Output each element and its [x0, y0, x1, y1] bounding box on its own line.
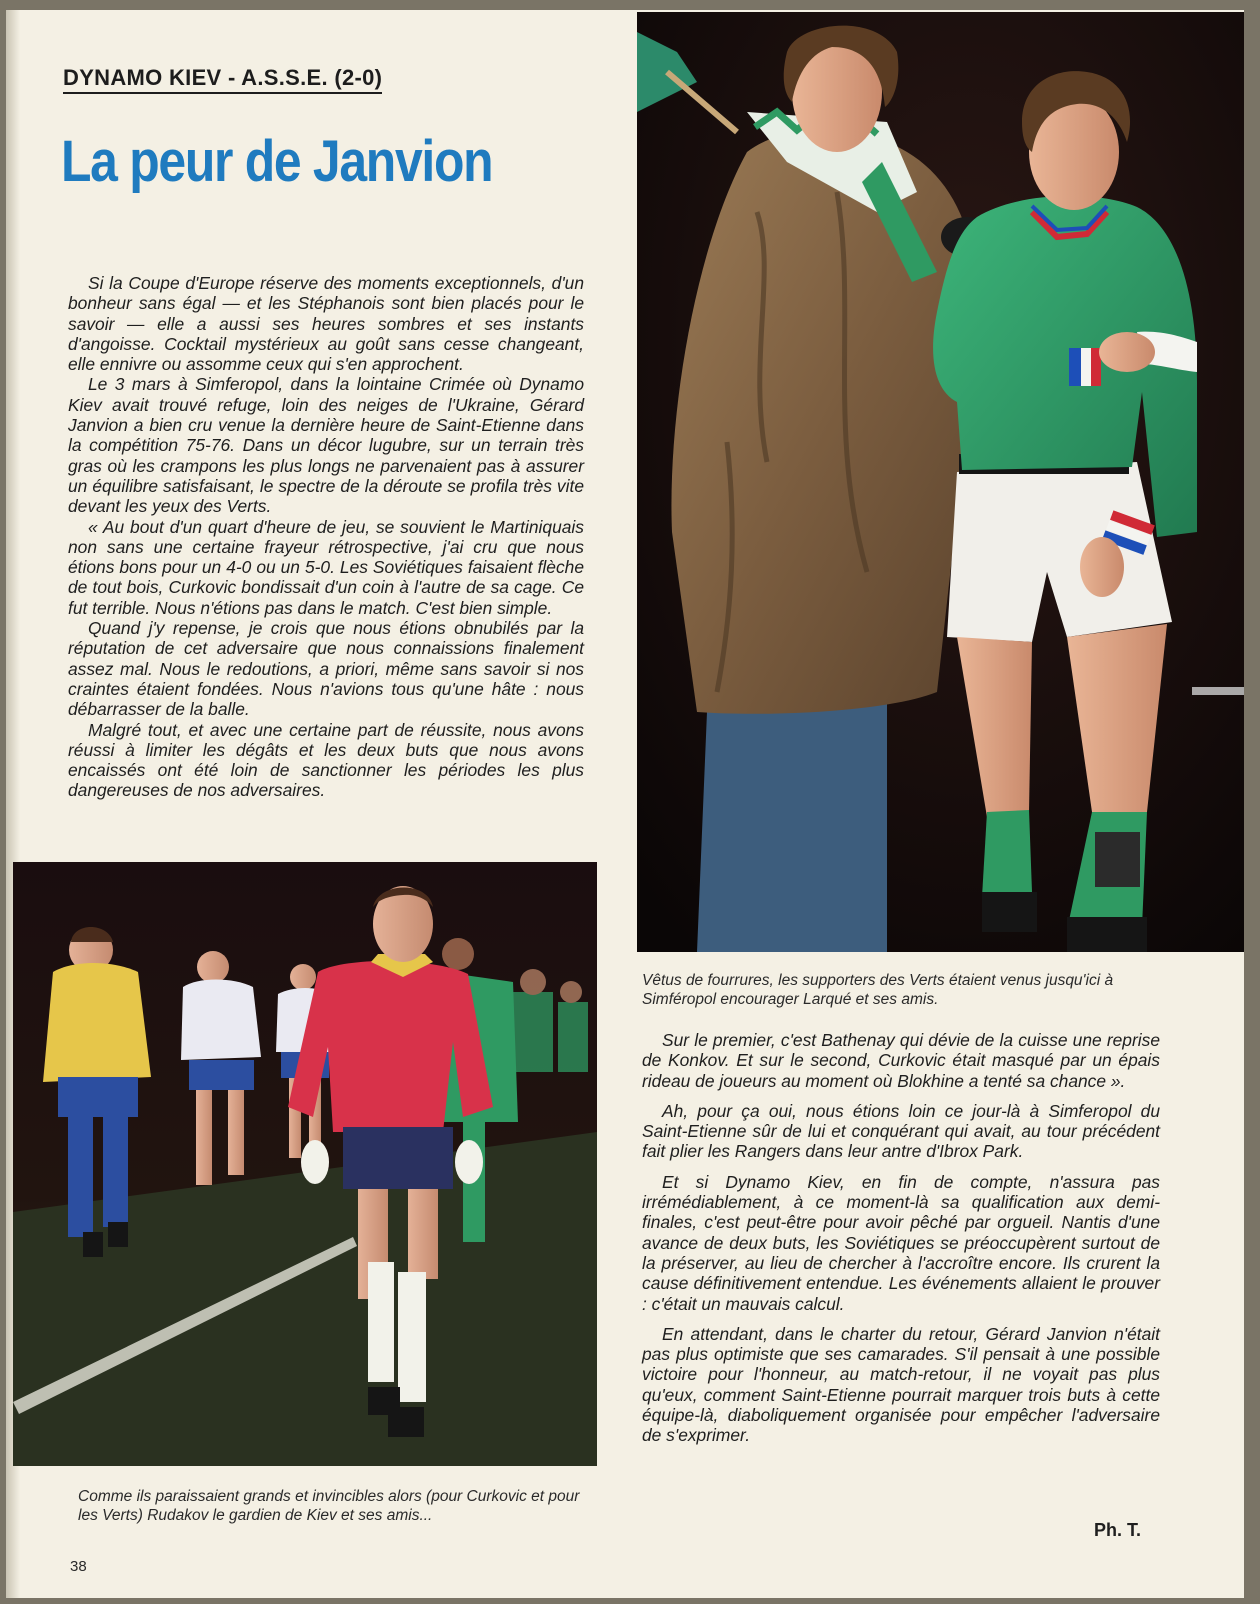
supporters-photo-illustration [637, 12, 1244, 952]
goalkeeper-photo-illustration [13, 862, 597, 1466]
paragraph: Si la Coupe d'Europe réserve des moments exceptionnels, d'un bonheur sans égal — et les Stéphanois sont bien placés pour le savoir — elle a aussi ses heures sombres et ses instants d'angoisse. Cocktail mystérieux au goût sans cesse changeant, elle ennivre ou assomme ceux qui s'en approchent. [68, 273, 584, 375]
paragraph: Sur le premier, c'est Bathenay qui dévie de la cuisse une reprise de Konkov. Et sur le second, Curkovic était masqué par un épais rideau de joueurs au moment où Blokhine a tenté sa chance ». [642, 1030, 1160, 1091]
left-text-column [68, 273, 584, 801]
magazine-page [6, 10, 1244, 1598]
paragraph: Malgré tout, et avec une certaine part de réussite, nous avons réussi à limiter les dégâts et les deux buts que nous avons encaissés ont été loin de sanctionner les périodes les plus dangereuses de nos adversaires. [68, 719, 584, 801]
match-kicker: DYNAMO KIEV - A.S.S.E. (2-0) [63, 65, 382, 94]
supporters-photo [637, 12, 1244, 952]
goalkeeper-photo-caption: Comme ils paraissaient grands et invincibles alors (pour Curkovic et pour les Verts) Rudakov le gardien de Kiev et ses amis... [78, 1488, 580, 1524]
right-text-column [642, 1030, 1160, 1456]
paragraph: En attendant, dans le charter du retour, Gérard Janvion n'était pas plus optimiste que ses camarades. S'il pensait à une possible victoire pour l'honneur, au match-retour, il ne voyait pas plus qu'eux, comment Saint-Etienne pourrait marquer trois buts à cette équipe-là, diaboliquement organisée pour empêcher l'adversaire de s'exprimer. [642, 1323, 1160, 1446]
paragraph: Le 3 mars à Simferopol, dans la lointaine Crimée où Dynamo Kiev avait trouvé refuge, loin des neiges de l'Ukraine, Gérard Janvion a bien cru venue la dernière heure de Saint-Etienne dans la compétition 75-76. Dans un décor lugubre, sur un terrain très gras où les crampons les plus longs ne parvenaient pas à assurer un équilibre satisfaisant, le spectre de la déroute se profila très vite devant les yeux des Verts. [68, 374, 584, 517]
author-signature: Ph. T. [1094, 1520, 1142, 1540]
paragraph: « Au bout d'un quart d'heure de jeu, se souvient le Martiniquais non sans une certaine frayeur rétrospective, j'ai cru que nous étions bons pour un 4-0 ou un 5-0. Les Soviétiques faisaient flèche de tout bois, Curkovic bondissait d'un coin à l'autre de sa cage. Ce fut terrible. Nous n'étions pas dans le match. C'est bien simple. [68, 516, 584, 618]
page-number: 38 [70, 1558, 87, 1575]
supporters-photo-caption: Vêtus de fourrures, les supporters des Verts étaient venus jusqu'ici à Simféropol encourager Larqué et ses amis. [642, 972, 1114, 1008]
goalkeeper-photo [13, 862, 597, 1466]
paragraph: Et si Dynamo Kiev, en fin de compte, n'assura pas irrémédiablement, à ce moment-là sa qualification aux demi-finales, c'est peut-être pour avoir pêché par orgueil. Nantis d'une avance de deux buts, les Soviétiques se préoccupèrent surtout de la préserver, au lieu de chercher à l'accroître encore. Ils crurent la cause définitivement entendue. Les événements allaient le prouver : c'était un mauvais calcul. [642, 1171, 1160, 1314]
article-headline: La peur de Janvion [61, 129, 493, 194]
paragraph: Ah, pour ça oui, nous étions loin ce jour-là à Simferopol du Saint-Etienne sûr de lui et conquérant qui avait, au tour précédent fait plier les Rangers dans leur antre d'Ibrox Park. [642, 1100, 1160, 1162]
paragraph: Quand j'y repense, je crois que nous étions obnubilés par la réputation de cet adversaire que nous connaissions finalement assez mal. Nous le redoutions, a priori, même sans savoir si nos craintes étaient fondées. Nous n'avions tous qu'une hâte : nous débarrasser de la balle. [68, 618, 584, 720]
